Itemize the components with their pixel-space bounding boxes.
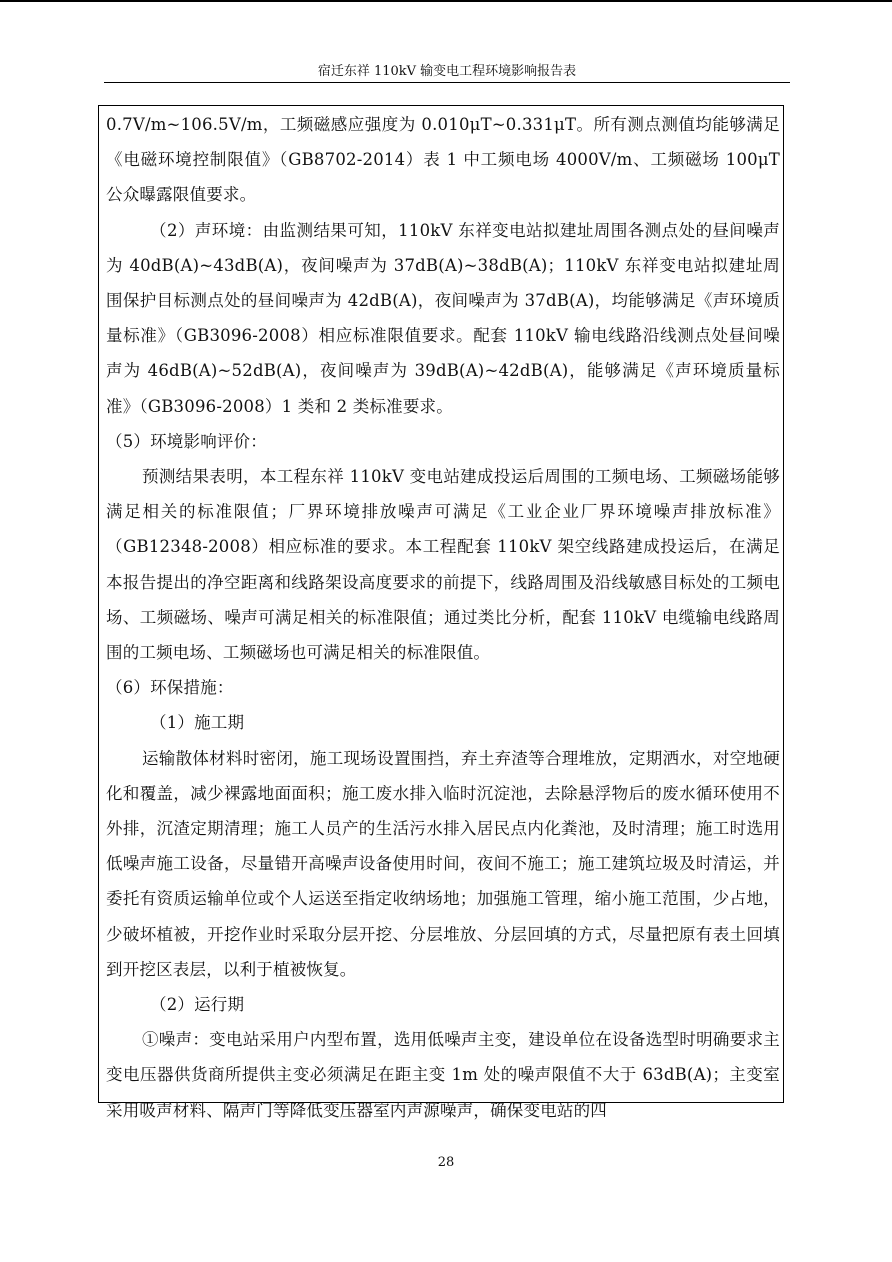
body-text [106, 107, 780, 1128]
page-top-border [0, 0, 892, 2]
heading-environmental-measures: （6）环保措施： [106, 678, 234, 698]
heading-construction-period: （1）施工期 [150, 713, 245, 733]
paragraph-construction-measures: 运输散体材料时密闭，施工现场设置围挡，弃土弃渣等合理堆放，定期洒水，对空地硬化和覆盖，减少裸露地面面积；施工废水排入临时沉淀池，去除悬浮物后的废水循环使用不外排，沉渣定期清理；施工人员产的生活污水排入居民点内化粪池，及时清理；施工时选用低噪声施工设备，尽量错开高噪声设备使用时间，夜间不施工；施工建筑垃圾及时清运，并委托有资质运输单位或个人运送至指定收纳场地；加强施工管理，缩小施工范围，少占地，少破坏植被，开挖作业时采取分层开挖、分层堆放、分层回填的方式，尽量把原有表土回填到开挖区表层，以利于植被恢复。 [106, 748, 780, 979]
header-rule [104, 82, 790, 83]
heading-operation-period: （2）运行期 [150, 995, 245, 1015]
running-header: 宿迁东祥 110kV 输变电工程环境影响报告表 [317, 64, 577, 79]
paragraph-acoustic-environment: （2）声环境：由监测结果可知，110kV 东祥变电站拟建址周围各测点处的昼间噪声为 40dB(A)~43dB(A)，夜间噪声为 37dB(A)~38dB(A)；110kV 东祥变电站拟建址周围保护目标测点处的昼间噪声为 42dB(A)，夜间噪声为 37dB(A)，均能够满足《声环境质量标准》（GB3096-2008）相应标准限值要求。配套 110kV 输电线路沿线测点处昼间噪声为 46dB(A)~52dB(A)，夜间噪声为 39dB(A)~42dB(A)，能够满足《声环境质量标准》（GB3096-2008）1 类和 2 类标准要求。 [106, 220, 780, 416]
heading-impact-assessment: （5）环境影响评价： [106, 431, 267, 451]
paragraph-em-continuation: 0.7V/m~106.5V/m，工频磁感应强度为 0.010μT~0.331μT。所有测点测值均能够满足《电磁环境控制限值》（GB8702-2014）表 1 中工频电场 4000V/m、工频磁场 100μT 公众曝露限值要求。 [106, 115, 780, 205]
paragraph-noise-measures: ①噪声：变电站采用户内型布置，选用低噪声主变，建设单位在设备选型时明确要求主变电压器供货商所提供主变必须满足在距主变 1m 处的噪声限值不大于 63dB(A)；主变室采用吸声材料、隔声门等降低变压器室内声源噪声，确保变电站的四 [106, 1030, 780, 1120]
paragraph-prediction-results: 预测结果表明，本工程东祥 110kV 变电站建成投运后周围的工频电场、工频磁场能够满足相关的标准限值；厂界环境排放噪声可满足《工业企业厂界环境噪声排放标准》（GB12348-2008）相应标准的要求。本工程配套 110kV 架空线路建成投运后，在满足本报告提出的净空距离和线路架设高度要求的前提下，线路周围及沿线敏感目标处的工频电场、工频磁场、噪声可满足相关的标准限值；通过类比分析，配套 110kV 电缆输电线路周围的工频电场、工频磁场也可满足相关的标准限值。 [106, 467, 780, 663]
page-number: 28 [437, 1155, 455, 1170]
